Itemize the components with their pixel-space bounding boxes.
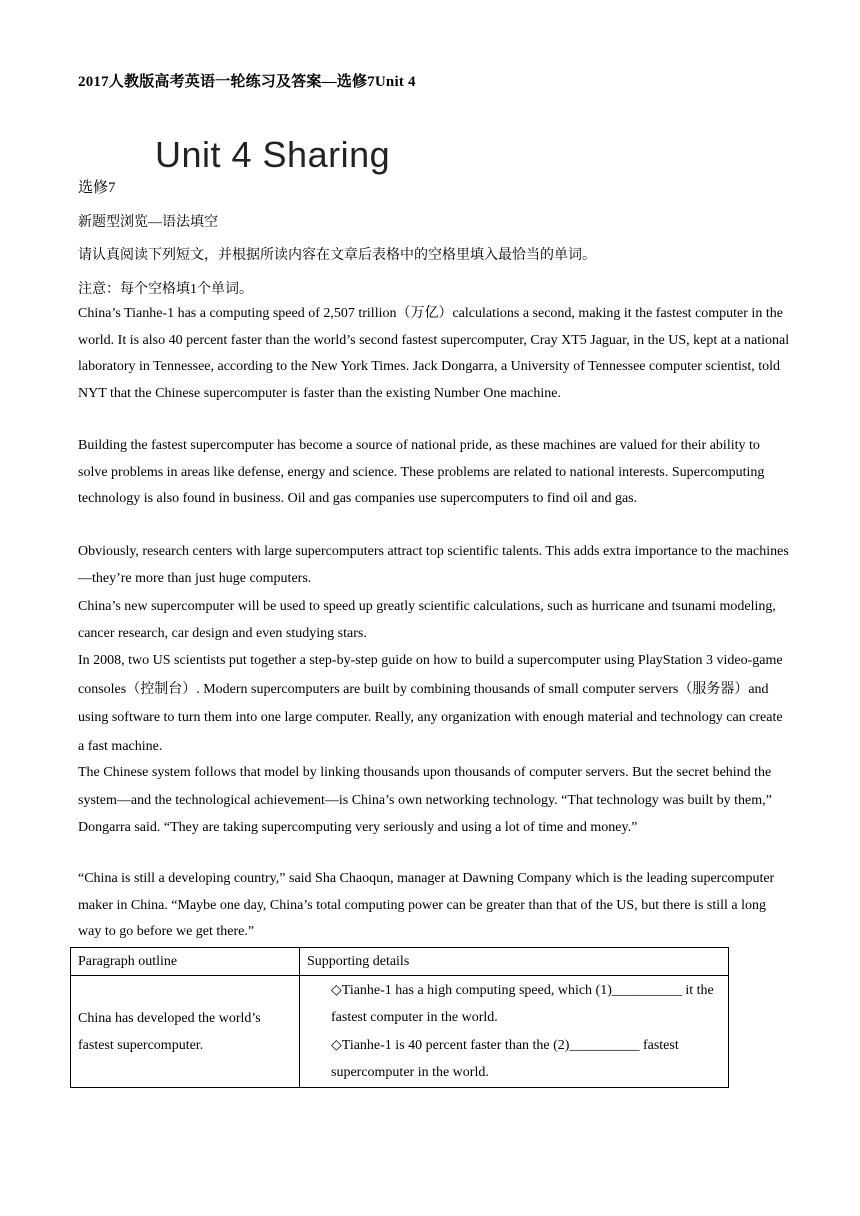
paragraph-2: Building the fastest supercomputer has become a source of national pride, as these machines are valued for their ability to solve problems in areas like defense, energy and science. These problems are related to national interests. Supercomputing technology is also found in business. Oil and gas companies use supercomputers to find oil and gas.	[78, 438, 765, 506]
book-label: 选修7	[78, 180, 116, 196]
paragraph-5: In 2008, two US scientists put together a step-by-step guide on how to build a supercomputer using PlayStation 3 video-game consoles（控制台）. Modern supercomputers are built by combining thousands of small computer servers（服务器）and using software to turn them into one large computer. Really, any organization with enough material and technology can create a fast machine.	[78, 653, 783, 754]
paragraph-4: China’s new supercomputer will be used to speed up greatly scientific calculations, such as hurricane and tsunami modeling, cancer research, car design and even studying stars.	[78, 599, 776, 641]
paragraph-3: Obviously, research centers with large supercomputers attract top scientific talents. This adds extra importance to the machines—they’re more than just huge computers.	[78, 544, 789, 586]
section-label: 新题型浏览—语法填空	[78, 215, 218, 230]
detail-item-1: ◇Tianhe-1 has a high computing speed, which (1)__________ it the fastest computer in the world.	[331, 982, 714, 1025]
header-supporting-details: Supporting details	[300, 948, 729, 976]
paragraph-7: “China is still a developing country,” said Sha Chaoqun, manager at Dawning Company which is the leading supercomputer maker in China. “Maybe one day, China’s total computing power can be greater than that of the US, but there is still a long way to go before we get there.”	[78, 871, 775, 939]
document-title: 2017人教版高考英语一轮练习及答案—选修7Unit 4	[78, 74, 416, 90]
detail-item-2: ◇Tianhe-1 is 40 percent faster than the (2)__________ fastest supercomputer in the world.	[331, 1037, 679, 1080]
instruction-text: 请认真阅读下列短文，并根据所读内容在文章后表格中的空格里填入最恰当的单词。	[78, 248, 596, 263]
table-row	[71, 976, 729, 1088]
paragraph-6: The Chinese system follows that model by linking thousands upon thousands of computer servers. But the secret behind the system—and the technological achievement—is China’s own networking technology. “That technology was built by them,” Dongarra said. “They are taking supercomputing very seriously and using a lot of time and money.”	[78, 765, 772, 835]
unit-heading: Unit 4 Sharing	[155, 134, 391, 175]
paragraph-1: China’s Tianhe-1 has a computing speed of 2,507 trillion（万亿）calculations a second, making it the fastest computer in the world. It is also 40 percent faster than the world’s second fastest supercomputer, Cray XT5 Jaguar, in the US, kept at a national laboratory in Tennessee, according to the New York Times. Jack Dongarra, a University of Tennessee computer scientist, told NYT that the Chinese supercomputer is faster than the existing Number One machine.	[78, 306, 790, 401]
note-text: 注意：每个空格填1个单词。	[78, 282, 253, 297]
header-paragraph-outline: Paragraph outline	[71, 948, 300, 976]
row1-outline: China has developed the world’s fastest supercomputer.	[71, 976, 300, 1088]
table-header-row	[71, 948, 729, 976]
row1-details	[300, 976, 729, 1088]
outline-table	[70, 947, 729, 1088]
